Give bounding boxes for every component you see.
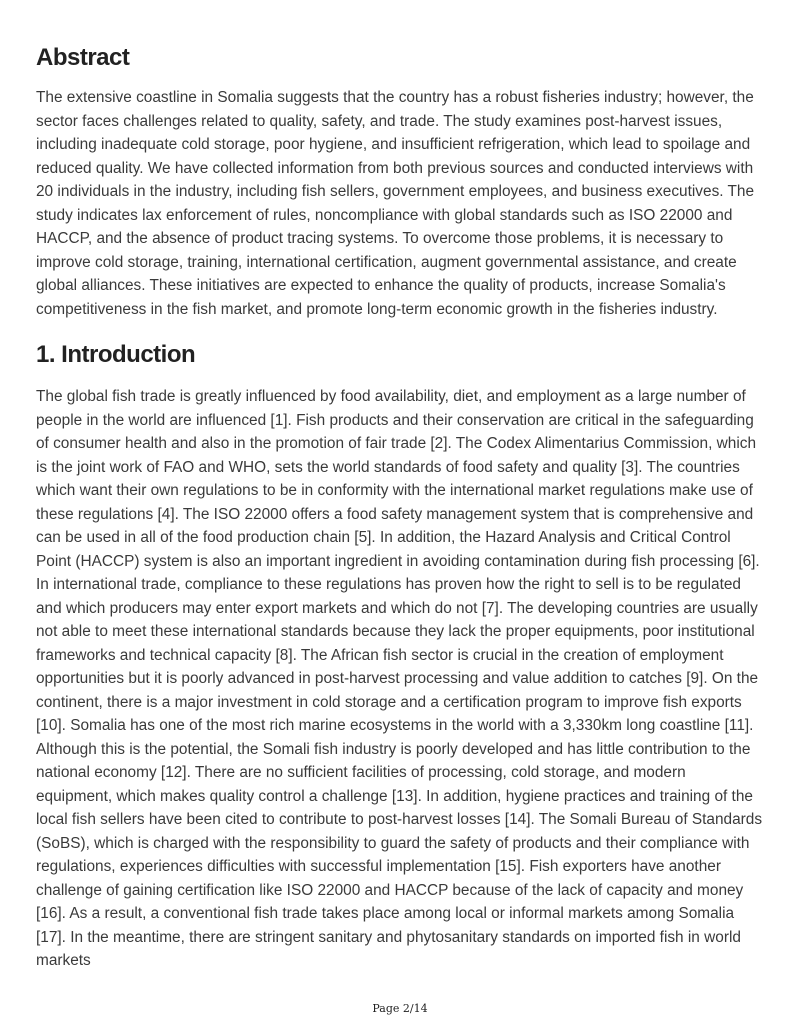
page-number: Page 2/14 <box>372 1002 428 1015</box>
introduction-body: The global fish trade is greatly influenced by food availability, diet, and employment as a large number of people in the world are influenced [1]. Fish products and their conservation are critical in the safeguarding of consumer health and also in the promotion of fair trade [2]. The Codex Alimentarius Commission, which is the joint work of FAO and WHO, sets the world standards of food safety and quality [3]. The countries which want their own regulations to be in conformity with the international market regulations make use of these regulations [4]. The ISO 22000 offers a food safety management system that is comprehensive and can be used in all of the food production chain [5]. In addition, the Hazard Analysis and Critical Control Point (HACCP) system is also an important ingredient in avoiding contamination during fish processing [6]. In international trade, compliance to these regulations has proven how the right to sell is to be regulated and which producers may enter export markets and which do not [7]. The developing countries are usually not able to meet these international standards because they lack the proper equipments, poor institutional frameworks and technical capacity [8]. The African fish sector is crucial in the creation of employment opportunities but it is poorly advanced in post-harvest processing and value addition to catches [9]. On the continent, there is a major investment in cold storage and a certification program to improve fish exports [10]. Somalia has one of the most rich marine ecosystems in the world with a 3,330km long coastline [11]. Although this is the potential, the Somali fish industry is poorly developed and has little contribution to the national economy [12]. There are no sufficient facilities of processing, cold storage, and modern equipment, which makes quality control a challenge [13]. In addition, hygiene practices and training of the local fish sellers have been cited to contribute to post-harvest losses [14]. The Somali Bureau of Standards (SoBS), which is charged with the responsibility to guard the safety of products and their compliance with regulations, experiences difficulties with successful implementation [15]. Fish exporters have another challenge of gaining certification like ISO 22000 and HACCP because of the lack of capacity and money [16]. As a result, a conventional fish trade takes place among local or informal markets among Somalia [17]. In the meantime, there are stringent sanitary and phytosanitary standards on imported fish in world markets <box>36 388 763 969</box>
introduction-heading: 1. Introduction <box>36 341 196 368</box>
abstract-body: The extensive coastline in Somalia suggests that the country has a robust fisheries industry; however, the sector faces challenges related to quality, safety, and trade. The study examines post-harvest issues, including inadequate cold storage, poor hygiene, and insufficient refrigeration, which lead to spoilage and reduced quality. We have collected information from both previous sources and conducted interviews with 20 individuals in the industry, including fish sellers, government employees, and business executives. The study indicates lax enforcement of rules, noncompliance with global standards such as ISO 22000 and HACCP, and the absence of product tracing systems. To overcome those problems, it is necessary to improve cold storage, training, international certification, augment governmental assistance, and create global alliances. These initiatives are expected to enhance the quality of products, increase Somalia's competitiveness in the fish market, and promote long-term economic growth in the fisheries industry. <box>36 89 755 318</box>
page-content <box>36 40 766 973</box>
abstract-heading: Abstract <box>36 44 130 71</box>
